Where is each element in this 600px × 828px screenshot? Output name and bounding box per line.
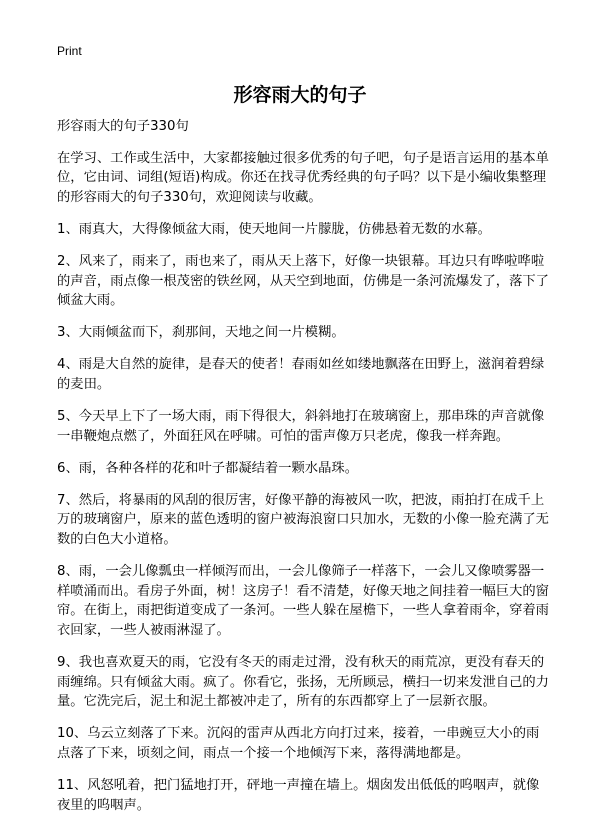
sentence-item-8: 8、雨，一会儿像瓢虫一样倾泻而出，一会儿像筛子一样落下，一会儿又像喷雾器一样喷涌而出。看房子外面，树！这房子！看不清楚，好像天地之间挂着一幅巨大的窗帘。在街上，雨把街道变成了一条河。一些人躲在屋檐下，一些人拿着雨伞，穿着雨衣回家，一些人被雨淋湿了。 xyxy=(57,564,549,638)
sentence-item-6: 6、雨，各种各样的花和叶子都凝结着一颗水晶珠。 xyxy=(57,460,358,476)
intro-paragraph: 在学习、工作或生活中，大家都接触过很多优秀的句子吧，句子是语言运用的基本单位，它由词、词组(短语)构成。你还在找寻优秀经典的句子吗？以下是小编收集整理的形容雨大的句子330句，欢迎阅读与收藏。 xyxy=(57,150,549,205)
sentence-item-7: 7、然后，将暴雨的风刮的很厉害，好像平静的海被风一吹，把波，雨拍打在成千上万的玻璃窗户，原来的蓝色透明的窗户被海浪窗口只加水，无数的小像一脸充满了无数的白色大小道格。 xyxy=(57,492,549,547)
page-title: 形容雨大的句子 xyxy=(233,84,367,106)
article-subtitle: 形容雨大的句子330句 xyxy=(57,119,189,134)
sentence-item-9: 9、我也喜欢夏天的雨，它没有冬天的雨走过滑，没有秋天的雨荒凉，更没有春天的雨缠绵。只有倾盆大雨。疯了。你看它，张扬，无所顾忌，横扫一切来发泄自己的力量。它洗完后，泥土和泥土都被冲走了，所有的东西都穿上了一层新衣服。 xyxy=(57,654,549,710)
sentence-item-5: 5、今天早上下了一场大雨，雨下得很大，斜斜地打在玻璃窗上，那串珠的声音就像一串鞭炮点燃了，外面狂风在呼啸。可怕的雷声像万只老虎，像我一样奔跑。 xyxy=(57,409,545,444)
article-body xyxy=(57,117,549,828)
sentence-item-10: 10、乌云立刻落了下来。沉闷的雷声从西北方向打过来，接着，一串豌豆大小的雨点落了下来，顷刻之间，雨点一个接一个地倾泻下来，落得满地都是。 xyxy=(57,726,540,761)
print-link[interactable]: Print xyxy=(57,44,82,58)
sentence-item-11: 11、风怒吼着，把门猛地打开，砰地一声撞在墙上。烟囱发出低低的呜咽声，就像夜里的呜咽声。 xyxy=(57,777,540,813)
sentence-item-4: 4、雨是大自然的旋律，是春天的使者！春雨如丝如缕地飘落在田野上，滋润着碧绿的麦田。 xyxy=(57,357,545,392)
sentence-item-3: 3、大雨倾盆而下，刹那间，天地之间一片模糊。 xyxy=(57,325,345,341)
sentence-item-1: 1、雨真大，大得像倾盆大雨，使天地间一片朦胧，仿佛悬着无数的水幕。 xyxy=(57,221,491,237)
sentence-item-2: 2、风来了，雨来了，雨也来了，雨从天上落下，好像一块银幕。耳边只有哗啦哗啦的声音，雨点像一根茂密的铁丝网，从天空到地面，仿佛是一条河流爆发了，落下了倾盆大雨。 xyxy=(57,253,549,309)
